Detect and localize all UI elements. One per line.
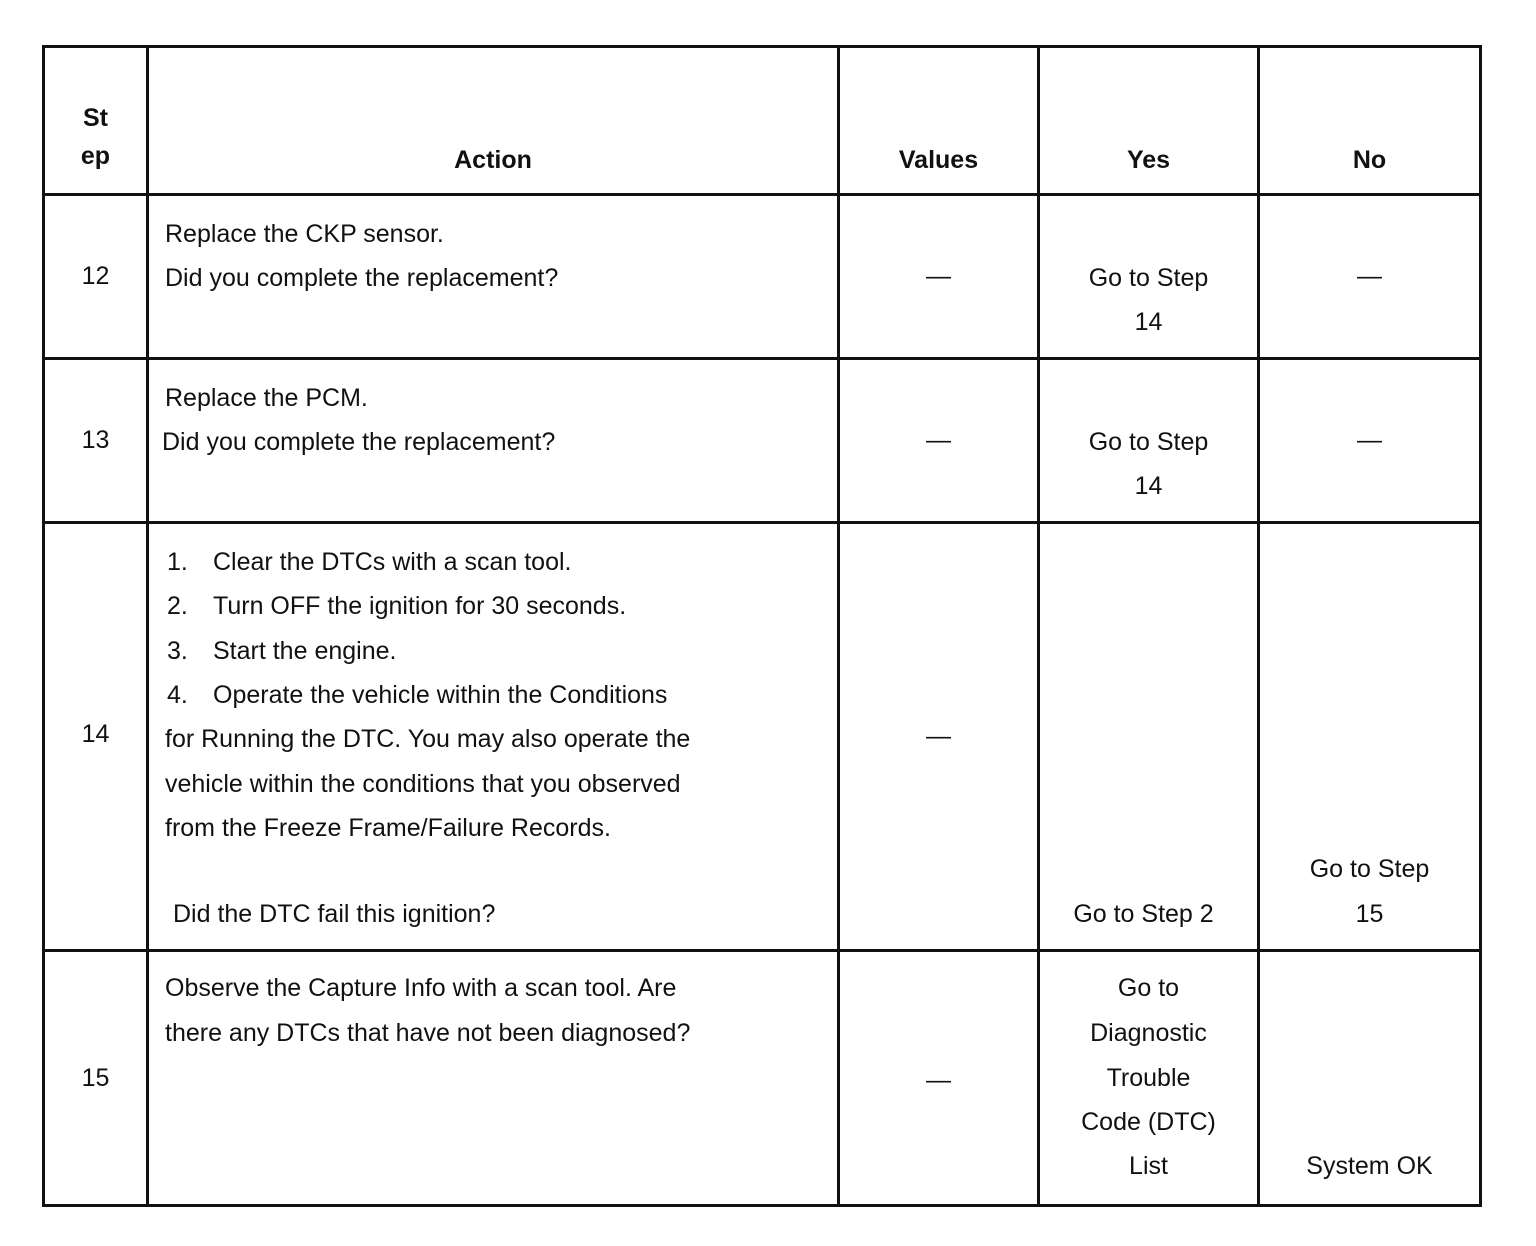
yes-line: 14 (1134, 472, 1163, 500)
list-number: 3. (167, 637, 188, 665)
no-cell (1259, 523, 1481, 951)
list-item (167, 592, 626, 620)
header-yes: Yes (1039, 47, 1259, 195)
header-step (44, 47, 148, 195)
values-text: — (926, 262, 951, 290)
action-line: Did you complete the replacement? (165, 264, 559, 292)
step-cell (44, 523, 148, 951)
yes-line: Code (DTC) (1081, 1108, 1216, 1136)
list-number: 4. (167, 681, 188, 709)
values-cell (839, 951, 1039, 1206)
values-cell (839, 523, 1039, 951)
header-action: Action (148, 47, 839, 195)
yes-line: Diagnostic (1090, 1019, 1207, 1047)
header-no: No (1259, 47, 1481, 195)
step-number: 15 (81, 1064, 110, 1092)
action-cell (148, 359, 839, 523)
action-cell (148, 195, 839, 359)
yes-line: Go to (1117, 974, 1180, 1002)
no-text: — (1357, 426, 1382, 454)
action-line: Did you complete the replacement? (162, 428, 556, 456)
values-text: — (926, 722, 951, 750)
action-cell (148, 951, 839, 1206)
values-cell (839, 359, 1039, 523)
yes-cell (1039, 523, 1259, 951)
header-row (44, 47, 1481, 195)
yes-line: Go to Step (1088, 428, 1209, 456)
header-values: Values (839, 47, 1039, 195)
step-cell (44, 359, 148, 523)
step-cell (44, 951, 148, 1206)
yes-line: List (1129, 1152, 1168, 1180)
no-text: — (1357, 262, 1382, 290)
action-line: there any DTCs that have not been diagnosed? (165, 1019, 691, 1047)
no-line: 15 (1355, 900, 1384, 928)
no-text: System OK (1306, 1152, 1433, 1180)
values-text: — (926, 426, 951, 454)
no-line: Go to Step (1309, 855, 1430, 883)
table-row (44, 951, 1481, 1206)
list-number: 1. (167, 548, 188, 576)
yes-line: Trouble (1106, 1064, 1191, 1092)
yes-text: Go to Step 2 (1073, 900, 1214, 928)
yes-cell (1039, 195, 1259, 359)
step-number: 13 (81, 426, 110, 454)
yes-cell (1039, 951, 1259, 1206)
list-text: Turn OFF the ignition for 30 seconds. (213, 592, 627, 620)
action-line: Observe the Capture Info with a scan tool. Are (165, 974, 677, 1002)
step-number: 14 (81, 720, 110, 748)
step-number: 12 (81, 262, 110, 290)
list-number: 2. (167, 592, 188, 620)
header-step-line1: St (83, 104, 108, 132)
action-line: from the Freeze Frame/Failure Records. (165, 814, 611, 842)
action-cell (148, 523, 839, 951)
yes-cell (1039, 359, 1259, 523)
diagnostic-table (42, 45, 1482, 1207)
values-cell (839, 195, 1039, 359)
list-item (167, 548, 571, 576)
list-item (167, 637, 396, 665)
action-line: vehicle within the conditions that you observed (165, 770, 681, 798)
table-row (44, 195, 1481, 359)
step-cell (44, 195, 148, 359)
no-cell (1259, 195, 1481, 359)
no-cell (1259, 951, 1481, 1206)
header-step-line2: ep (80, 142, 111, 170)
no-cell (1259, 359, 1481, 523)
yes-line: Go to Step (1088, 264, 1209, 292)
action-line: Replace the PCM. (165, 384, 368, 412)
list-text: Clear the DTCs with a scan tool. (213, 548, 572, 576)
table-row (44, 523, 1481, 951)
table-row (44, 359, 1481, 523)
action-line: for Running the DTC. You may also operate the (165, 725, 691, 753)
yes-line: 14 (1134, 308, 1163, 336)
list-text: Operate the vehicle within the Conditions (213, 681, 668, 709)
action-question: Did the DTC fail this ignition? (173, 900, 496, 928)
list-item (167, 681, 667, 709)
list-text: Start the engine. (213, 637, 397, 665)
values-text: — (926, 1066, 951, 1094)
action-line: Replace the CKP sensor. (165, 220, 444, 248)
